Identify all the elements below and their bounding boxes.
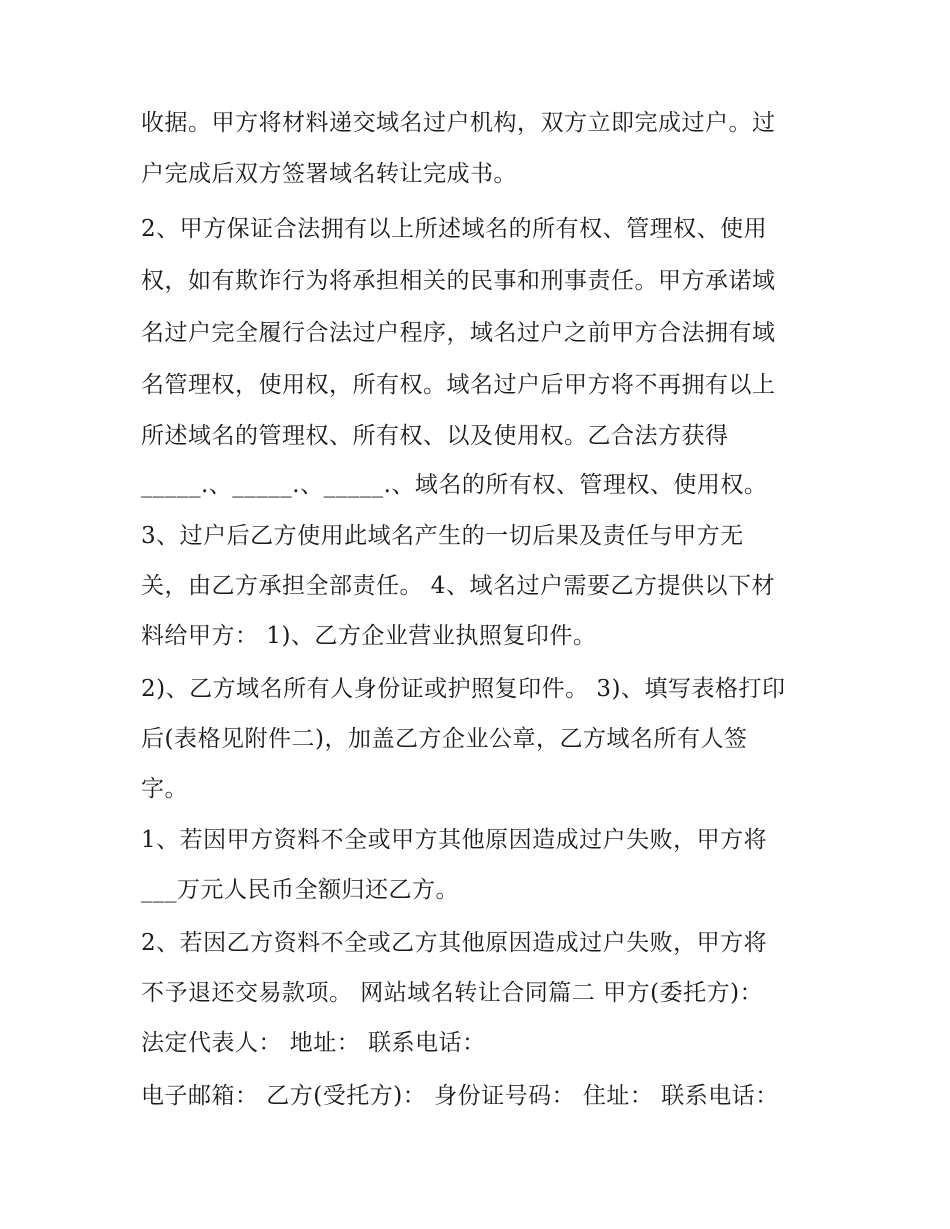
text-line-8: _____.、_____.、_____.、域名的所有权、管理权、使用权。 [141, 472, 768, 498]
text-line-2: 户完成后双方签署域名转让完成书。 [141, 161, 517, 187]
text-line-4: 权，如有欺诈行为将承担相关的民事和刑事责任。甲方承诺域 [141, 268, 776, 294]
text-line-9: 3、过户后乙方使用此域名产生的一切后果及责任与甲方无 [141, 523, 744, 549]
text-line-13: 后(表格见附件二)，加盖乙方企业公章，乙方域名所有人签 [141, 726, 748, 752]
text-line-20: 电子邮箱： 乙方(受托方)： 身份证号码： 住址： 联系电话： [141, 1083, 779, 1109]
text-line-11: 料给甲方： 1)、乙方企业营业执照复印件。 [141, 623, 597, 649]
text-line-6: 名管理权，使用权，所有权。域名过户后甲方将不再拥有以上 [141, 372, 776, 398]
text-line-5: 名过户完全履行合法过户程序，域名过户之前甲方合法拥有域 [141, 320, 776, 346]
text-line-14: 字。 [141, 776, 188, 802]
text-line-7: 所述域名的管理权、所有权、以及使用权。乙合法方获得 [141, 423, 729, 449]
text-line-3: 2、甲方保证合法拥有以上所述域名的所有权、管理权、使用 [141, 216, 768, 242]
text-line-19: 法定代表人： 地址： 联系电话： [141, 1030, 486, 1056]
text-line-1: 收据。甲方将材料递交域名过户机构，双方立即完成过户。过 [141, 110, 776, 136]
text-line-15: 1、若因甲方资料不全或甲方其他原因造成过户失败，甲方将 [141, 827, 768, 853]
text-line-17: 2、若因乙方资料不全或乙方其他原因造成过户失败，甲方将 [141, 930, 768, 956]
text-line-10: 关，由乙方承担全部责任。 4、域名过户需要乙方提供以下材 [141, 573, 775, 599]
text-line-16: ___万元人民币全额归还乙方。 [141, 877, 459, 903]
text-line-18: 不予退还交易款项。 网站域名转让合同篇二 甲方(委托方)： [141, 980, 764, 1006]
text-line-12: 2)、乙方域名所有人身份证或护照复印件。 3)、填写表格打印 [141, 676, 786, 702]
